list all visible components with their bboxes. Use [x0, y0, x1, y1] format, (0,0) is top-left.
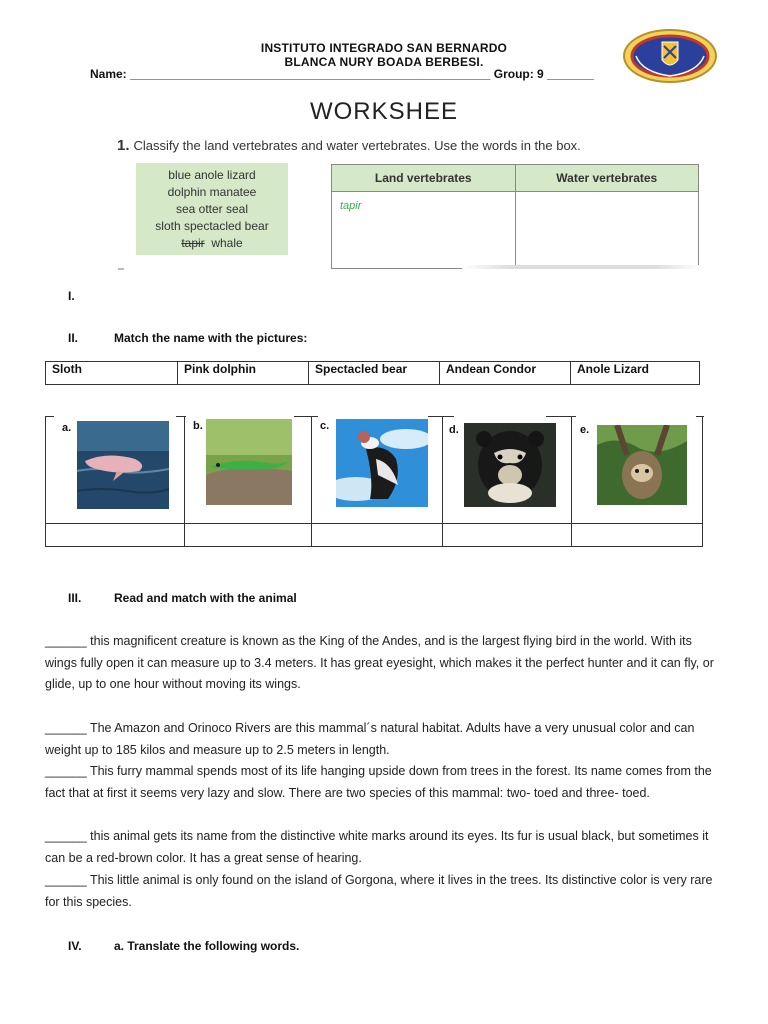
exercise1-instruction: 1. Classify the land vertebrates and water vertebrates. Use the words in the box. — [117, 137, 581, 154]
picture-label: b. — [193, 420, 203, 432]
section-4-heading: IV. a. Translate the following words. — [68, 939, 300, 953]
page-title: WORKSHEE — [309, 98, 458, 125]
crossed-word: tapir — [181, 236, 205, 250]
paragraph-lizard: ______ This little animal is only found on the island of Gorgona, where it lives in the trees. Its distinctive color is very rare for this species. — [45, 873, 713, 909]
name-cell: Sloth — [46, 362, 178, 385]
name-cell: Pink dolphin — [178, 362, 309, 385]
name-cell: Andean Condor — [440, 362, 571, 385]
word-box-line: sloth spectacled bear — [155, 219, 269, 233]
divider — [118, 268, 124, 270]
word-box — [136, 163, 288, 255]
paragraph-bear: ______ this animal gets its name from the distinctive white marks around its eyes. Its fur is usual black, but sometimes it can be a red-brown color. It has a great sense of hearing. — [45, 829, 709, 865]
pictures-table — [45, 416, 703, 547]
andean-condor-image — [336, 419, 428, 507]
sloth-image — [597, 425, 687, 505]
word-box-line: dolphin manatee — [167, 185, 257, 199]
name-cell: Spectacled bear — [309, 362, 440, 385]
paragraph-condor: ______ this magnificent creature is known as the King of the Andes, and is the largest flying bird in the world. With its wings fully open it can measure up to 3.4 meters. It has great eyesight, which makes it the perfect hunter and it can fly, or glide, up to one hour without moving its wings. — [45, 634, 714, 692]
section-3-heading: III. Read and match with the animal — [68, 591, 297, 605]
animal-names-table — [45, 361, 700, 385]
word-box-line: sea otter seal — [175, 202, 249, 216]
pink-dolphin-image — [77, 421, 169, 509]
picture-label: a. — [62, 422, 72, 434]
paragraph-sloth: ______ This furry mammal spends most of its life hanging upside down from trees in the forest. Its name comes from the fact that at first it seems very lazy and slow. There are two species of this mammal: two- toed and three- toed. — [45, 764, 712, 800]
teacher-name: BLANCA NURY BOADA BERBESI. — [284, 55, 484, 69]
word-box-line: blue anole lizard — [168, 168, 256, 182]
picture-label: e. — [580, 424, 590, 436]
word-box-line: tapir whale — [181, 236, 243, 250]
school-logo-icon — [622, 28, 718, 84]
land-vertebrates-header: Land vertebrates — [332, 165, 516, 192]
land-vertebrates-cell[interactable] — [332, 192, 516, 269]
vertebrates-table — [331, 164, 699, 269]
picture-label: c. — [320, 420, 330, 432]
water-vertebrates-cell[interactable] — [515, 192, 699, 269]
example-answer: tapir — [340, 200, 362, 212]
water-vertebrates-header: Water vertebrates — [515, 165, 699, 192]
school-name: INSTITUTO INTEGRADO SAN BERNARDO — [260, 41, 508, 55]
exercise1-number: 1. — [117, 137, 130, 154]
name-cell: Anole Lizard — [571, 362, 700, 385]
anole-lizard-image — [206, 419, 292, 505]
section-1: I. — [68, 289, 75, 303]
section-2-heading: II. Match the name with the pictures: — [68, 331, 308, 345]
spectacled-bear-image — [464, 423, 556, 507]
divider — [462, 265, 702, 269]
paragraph-dolphin: ______ The Amazon and Orinoco Rivers are this mammal´s natural habitat. Adults have a very unusual color and can weight up to 185 kilos and measure up to 2.5 meters in length. — [45, 721, 695, 757]
picture-label: d. — [449, 424, 459, 436]
name-group-line: Name: ______________________________________________________ Group: 9 _______ — [90, 67, 594, 81]
